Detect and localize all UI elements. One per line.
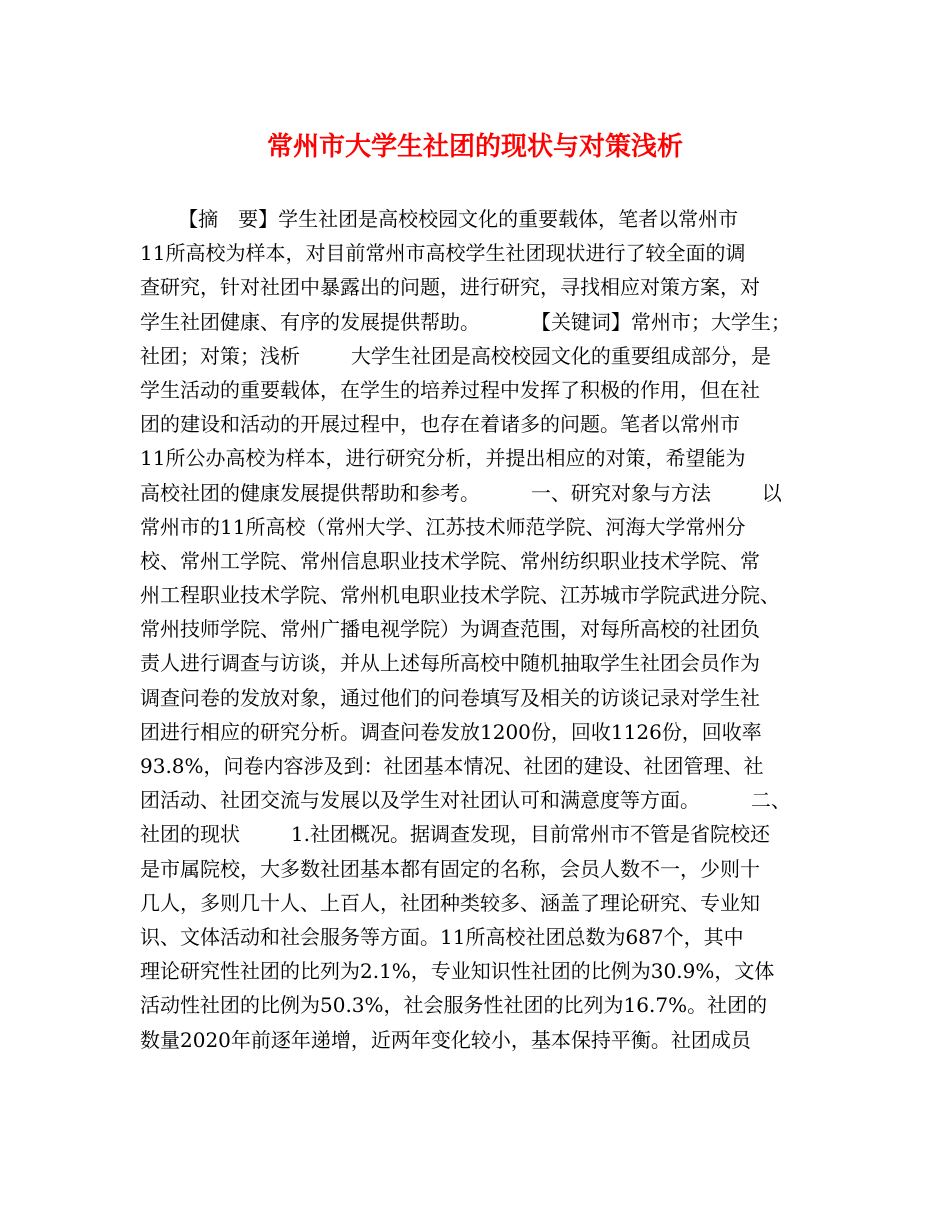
- body-line: 团进行相应的研究分析。调查问卷发放1200份，回收1126份，回收率: [140, 719, 762, 744]
- body-line: 11所高校为样本，对目前常州市高校学生社团现状进行了较全面的调: [140, 241, 746, 266]
- body-line: 团活动、社团交流与发展以及学生对社团认可和满意度等方面。 二、: [140, 788, 791, 813]
- body-line: 常州技师学院、常州广播电视学院）为调查范围，对每所高校的社团负: [140, 617, 760, 642]
- body-line: 数量2020年前逐年递增，近两年变化较小，基本保持平衡。社团成员: [140, 1027, 751, 1052]
- body-line: 学生社团健康、有序的发展提供帮助。 【关键词】常州市；大学生；: [140, 309, 791, 334]
- body-line: 常州市的11所高校（常州大学、江苏技术师范学院、河海大学常州分: [140, 514, 746, 539]
- body-line: 学生活动的重要载体，在学生的培养过程中发挥了积极的作用，但在社: [140, 377, 760, 402]
- body-line: 社团的现状 1.社团概况。据调查发现，目前常州市不管是省院校还: [140, 822, 770, 847]
- body-line: 是市属院校，大多数社团基本都有固定的名称，会员人数不一，少则十: [140, 856, 760, 881]
- body-line: 校、常州工学院、常州信息职业技术学院、常州纺织职业技术学院、常: [140, 548, 760, 573]
- document-body: [140, 202, 830, 1057]
- body-line: 识、文体活动和社会服务等方面。11所高校社团总数为687个，其中: [140, 924, 744, 949]
- body-line: 社团；对策；浅析 大学生社团是高校校园文化的重要组成部分，是: [140, 343, 771, 368]
- body-line: 活动性社团的比例为50.3%，社会服务性社团的比列为16.7%。社团的: [140, 993, 768, 1018]
- body-line: 调查问卷的发放对象，通过他们的问卷填写及相关的访谈记录对学生社: [140, 685, 760, 710]
- body-line: 【摘 要】学生社团是高校校园文化的重要载体，笔者以常州市: [140, 207, 739, 231]
- body-line: 11所公办高校为样本，进行研究分析，并提出相应的对策，希望能为: [140, 446, 746, 471]
- body-line: 州工程职业技术学院、常州机电职业技术学院、江苏城市学院武进分院、: [140, 583, 780, 608]
- body-line: 查研究，针对社团中暴露出的问题，进行研究，寻找相应对策方案，对: [140, 275, 760, 300]
- document-title: 常州市大学生社团的现状与对策浅析: [266, 132, 683, 162]
- body-line: 团的建设和活动的开展过程中，也存在着诸多的问题。笔者以常州市: [140, 412, 740, 437]
- body-line: 理论研究性社团的比列为2.1%，专业知识性社团的比例为30.9%，文体: [140, 959, 775, 984]
- body-line: 几人，多则几十人、上百人，社团种类较多、涵盖了理论研究、专业知: [140, 890, 760, 915]
- body-line: 93.8%，问卷内容涉及到：社团基本情况、社团的建设、社团管理、社: [140, 754, 764, 778]
- body-line: 责人进行调查与访谈，并从上述每所高校中随机抽取学生社团会员作为: [140, 651, 760, 676]
- body-line: 高校社团的健康发展提供帮助和参考。 一、研究对象与方法 以: [140, 480, 782, 505]
